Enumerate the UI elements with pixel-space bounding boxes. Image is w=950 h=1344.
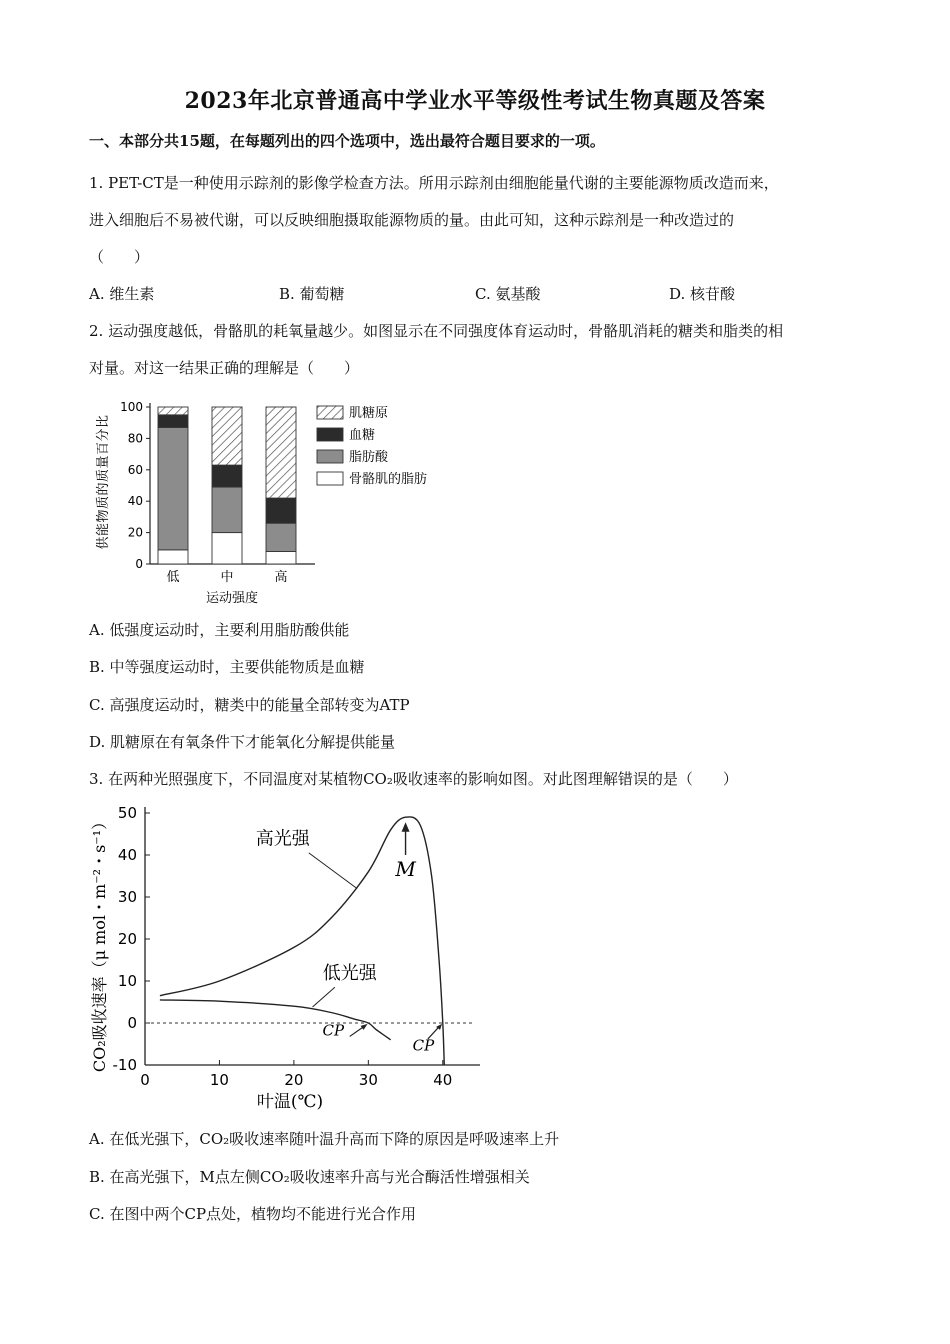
q2-option-d[interactable]: D. 肌糖原在有氧条件下才能氧化分解提供能量 [89,733,396,751]
energy-source-bar-chart [95,392,455,612]
q2-option-b[interactable]: B. 中等强度运动时，主要供能物质是血糖 [89,658,365,676]
chart1-y-tick-label: 80 [127,431,143,446]
chart1-x-tick-label: 低 [166,570,180,585]
q3-line-1: 3. 在两种光照强度下，不同温度对某植物CO₂吸收速率的影响如图。对此图理解错误的是（ ） [89,770,738,788]
chart1-bar-segment [158,550,188,564]
q3-option-c[interactable]: C. 在图中两个CP点处，植物均不能进行光合作用 [89,1205,417,1223]
chart1-bar-segment [266,551,296,564]
chart1-x-axis-label: 运动强度 [205,591,259,606]
chart2-x-tick-label: 20 [284,1071,304,1089]
chart2-y-tick-label: 10 [117,972,137,990]
q3-option-b[interactable]: B. 在高光强下，M点左侧CO₂吸收速率升高与光合酶活性增强相关 [89,1168,530,1186]
chart2-leader-low [313,987,335,1007]
chart2-y-tick-label: 20 [117,930,137,948]
chart2-leader-high [309,853,357,889]
chart1-bar-segment [266,498,296,523]
chart1-y-tick-label: 60 [127,462,143,477]
q1-line-2: 进入细胞后不易被代谢，可以反映细胞摄取能源物质的量。由此可知，这种示踪剂是一种改造过的 [89,211,735,229]
chart1-legend-label: 骨骼肌的脂肪 [349,472,428,487]
chart1-bar-segment [266,523,296,551]
chart1-bar-segment [158,427,188,549]
chart1-y-axis-label: 供能物质的质量百分比 [96,414,111,550]
chart2-m-arrow-head [402,822,410,832]
chart2-line-low-light [160,1000,391,1040]
q1-line-3: （ ） [89,248,150,266]
chart1-legend-label: 血糖 [349,428,376,443]
q3-option-a[interactable]: A. 在低光强下，CO₂吸收速率随叶温升高而下降的原因是呼吸速率上升 [89,1130,560,1148]
chart1-legend-label: 肌糖原 [349,406,389,421]
chart1-x-tick-label: 高 [274,570,288,585]
chart2-y-tick-label: -10 [112,1056,137,1074]
chart1-bar-segment [158,415,188,428]
q1-line-1: 1. PET-CT是一种使用示踪剂的影像学检查方法。所用示踪剂由细胞能量代谢的主要能源物质改造而来， [89,174,779,192]
q2-line-2: 对量。对这一结果正确的理解是（ ） [89,359,360,377]
chart2-series-label-high: 高光强 [255,828,310,850]
chart1-bar-segment [212,465,242,487]
chart1-legend-swatch [317,450,343,463]
chart1-legend-swatch [317,472,343,485]
chart1-bar-segment [212,487,242,533]
co2-uptake-line-chart [85,795,495,1120]
chart1-bar-segment [266,407,296,498]
chart2-cp1-arrow-head [361,1024,368,1030]
chart1-bar-segment [212,533,242,564]
chart1-x-tick-label: 中 [220,570,234,585]
chart2-series-label-low: 低光强 [322,962,377,984]
chart2-line-high-light [160,817,444,1065]
chart1-y-tick-label: 40 [127,494,143,509]
q1-option-b[interactable]: B. 葡萄糖 [279,285,345,303]
chart2-x-tick-label: 0 [140,1071,150,1089]
chart2-y-tick-label: 0 [127,1014,137,1032]
chart2-y-axis-label: CO₂吸收速率（μ mol・m⁻²・s⁻¹） [90,813,109,1073]
chart1-y-tick-label: 100 [120,400,143,414]
q1-option-a[interactable]: A. 维生素 [89,285,155,303]
q1-option-d[interactable]: D. 核苷酸 [669,285,736,303]
q1-option-c[interactable]: C. 氨基酸 [475,285,541,303]
chart2-y-tick-label: 30 [117,888,137,906]
q2-option-a[interactable]: A. 低强度运动时，主要利用脂肪酸供能 [89,621,350,639]
chart1-bar-segment [158,407,188,415]
chart2-cp-label-1: CP [322,1021,345,1040]
chart1-y-tick-label: 20 [127,525,143,540]
chart1-legend-label: 脂肪酸 [349,450,389,465]
chart2-y-tick-label: 40 [117,846,137,864]
chart2-x-tick-label: 40 [433,1071,453,1089]
chart1-y-tick-label: 0 [135,557,143,571]
q2-option-c[interactable]: C. 高强度运动时，糖类中的能量全部转变为ATP [89,696,410,714]
chart1-legend-swatch [317,406,343,419]
chart1-bar-segment [212,407,242,465]
section-heading: 一、本部分共15题，在每题列出的四个选项中，选出最符合题目要求的一项。 [89,132,605,150]
chart2-x-axis-label: 叶温(℃) [256,1092,324,1112]
page-title: 2023年北京普通高中学业水平等级性考试生物真题及答案 [184,88,766,114]
chart2-cp-label-2: CP [412,1036,435,1055]
chart2-x-tick-label: 10 [209,1071,229,1089]
chart1-legend-swatch [317,428,343,441]
chart2-x-tick-label: 30 [358,1071,378,1089]
q2-line-1: 2. 运动强度越低，骨骼肌的耗氧量越少。如图显示在不同强度体育运动时，骨骼肌消耗的糖类和脂类的相 [89,322,784,340]
chart2-m-label: M [395,857,416,881]
chart2-y-tick-label: 50 [117,804,137,822]
